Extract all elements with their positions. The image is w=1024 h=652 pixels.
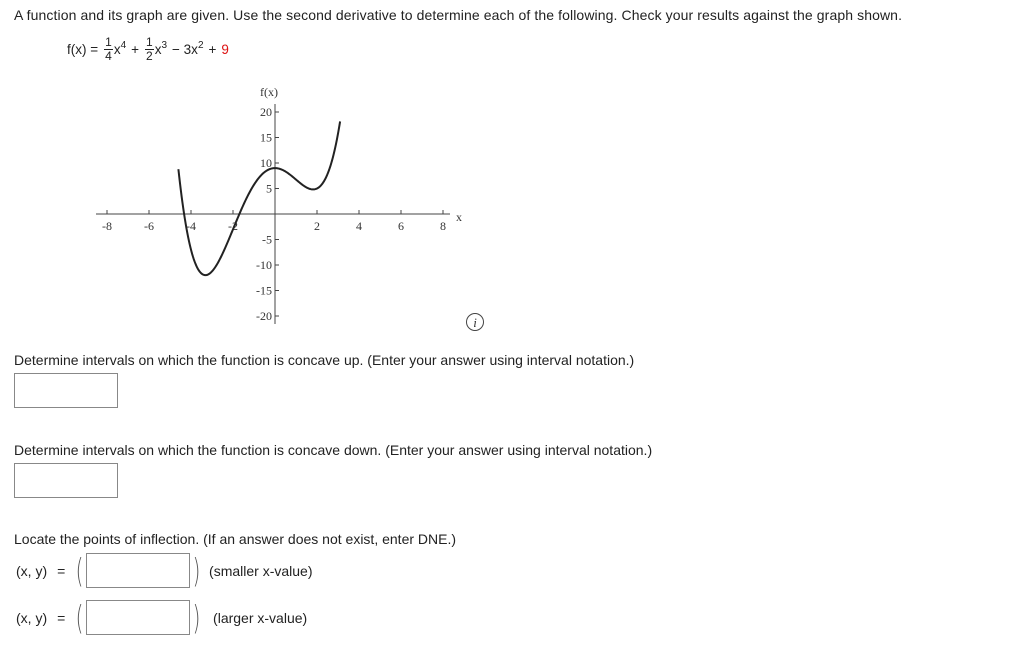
y-tick-label: 15 — [260, 130, 272, 145]
close-paren-1: ) — [192, 551, 201, 590]
smaller-x-note: (smaller x-value) — [209, 562, 313, 579]
inflection-point-1-input[interactable] — [86, 553, 190, 588]
point-label-1: (x, y) — [16, 562, 48, 579]
formula-lhs: f(x) = — [67, 42, 99, 57]
y-tick-label: 10 — [260, 156, 272, 170]
fraction-one-quarter — [104, 36, 113, 63]
y-tick-label: 20 — [260, 105, 272, 119]
inflection-prompt: Locate the points of inflection. (If an answer does not exist, enter DNE.) — [14, 531, 457, 547]
y-tick-label: -10 — [256, 258, 272, 272]
x-tick-label: 6 — [398, 219, 404, 233]
y-tick-label: -15 — [256, 283, 272, 298]
frac2-denominator: 2 — [146, 49, 153, 63]
x-tick-label: -2 — [228, 219, 238, 233]
term-x4: $x^4$ — [113, 40, 127, 57]
larger-x-note: (larger x-value) — [213, 609, 308, 626]
equals-sign-2: = — [57, 609, 66, 626]
fraction-one-half — [145, 36, 154, 63]
frac1-numerator: 1 — [105, 35, 112, 49]
frac1-denominator: 4 — [105, 49, 112, 63]
term-x3: $x^3$ — [154, 40, 168, 57]
open-paren-2: ( — [75, 598, 84, 637]
x-tick-label: -8 — [102, 219, 112, 233]
concave-up-input[interactable] — [14, 373, 118, 408]
x-tick-label: 2 — [314, 219, 320, 233]
y-tick-label: 5 — [266, 181, 272, 196]
close-paren-2: ) — [192, 598, 201, 637]
y-tick-label: -20 — [256, 309, 272, 323]
inflection-point-row-2 — [14, 600, 307, 635]
concave-down-prompt: Determine intervals on which the function is concave down. (Enter your answer using interval notation.) — [14, 442, 653, 458]
plus-sign: + — [131, 42, 140, 57]
function-graph — [88, 82, 478, 332]
x-tick-label: 8 — [440, 219, 446, 233]
formula-constant: 9 — [221, 42, 229, 57]
frac2-numerator: 1 — [146, 35, 153, 49]
concave-down-input[interactable] — [14, 463, 118, 498]
info-icon[interactable]: i — [466, 313, 484, 331]
y-axis-label: f(x) — [260, 85, 278, 99]
function-formula — [67, 36, 229, 63]
concave-up-prompt: Determine intervals on which the function is concave up. (Enter your answer using interval notation.) — [14, 352, 635, 368]
x-axis-label: x — [456, 210, 462, 224]
inflection-point-row-1 — [14, 553, 313, 588]
x-tick-label: -6 — [144, 219, 154, 233]
inflection-point-2-input[interactable] — [86, 600, 190, 635]
y-tick-label: -5 — [262, 232, 272, 247]
intro-text: A function and its graph are given. Use the second derivative to determine each of the following. Check your results against the graph shown. — [14, 7, 903, 23]
x-tick-label: -4 — [186, 219, 196, 233]
equals-sign-1: = — [57, 562, 66, 579]
open-paren-1: ( — [75, 551, 84, 590]
term-3x2: − $3x^2$ — [172, 40, 204, 57]
x-tick-label: 4 — [356, 219, 362, 233]
point-label-2: (x, y) — [16, 609, 48, 626]
plus-sign-2: + — [208, 42, 217, 57]
